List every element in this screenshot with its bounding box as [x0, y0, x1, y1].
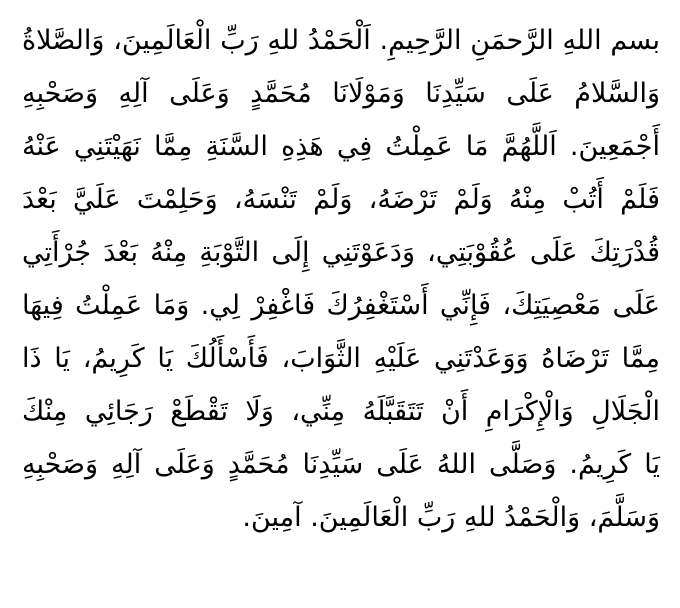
text-line-8: الْجَلَالِ وَالْإِكْرَامِ أَنْ تَتَقَبَّلَهُ مِنِّي، وَلَا تَقْطَعْ رَجَائِي مِنْكَ [22, 396, 660, 427]
text-line-3: أَجْمَعِينَ. اَللَّهُمَّ مَا عَمِلْتُ فِي هَذِهِ السَّنَةِ مِمَّا نَهَيْتَنِي عَنْهُ [22, 131, 660, 162]
text-line-1: بسم اللهِ الرَّحمَنِ الرَّحِيمِ. اَلْحَمْدُ للهِ رَبِّ الْعَالَمِينَ، وَالصَّلاةُ [22, 25, 660, 56]
text-line-10: وَسَلَّمَ، وَالْحَمْدُ للهِ رَبِّ الْعَالَمِينَ. آمِينَ. [242, 502, 660, 533]
text-line-6: عَلَى مَعْصِيَتِكَ، فَإِنِّي أَسْتَغْفِرُكَ فَاغْفِرْ لِي. وَمَا عَمِلْتُ فِيهَا [22, 290, 660, 321]
text-line-7: مِمَّا تَرْضَاهُ وَوَعَدْتَنِي عَلَيْهِ الثَّوَابَ، فَأَسْأَلُكَ يَا كَرِيمُ، يَا ذَا [22, 343, 660, 374]
text-line-9: يَا كَرِيمُ. وَصَلَّى اللهُ عَلَى سَيِّدِنَا مُحَمَّدٍ وَعَلَى آلِهِ وَصَحْبِهِ [22, 449, 660, 480]
prayer-text [22, 14, 660, 544]
text-line-2: وَالسَّلامُ عَلَى سَيِّدِنَا وَمَوْلَانَا مُحَمَّدٍ وَعَلَى آلِهِ وَصَحْبِهِ [22, 78, 660, 109]
text-line-5: قُدْرَتِكَ عَلَى عُقُوْبَتِي، وَدَعَوْتَنِي إِلَى التَّوْبَةِ مِنْهُ بَعْدَ جُرْأَتِي [22, 237, 660, 268]
text-line-4: فَلَمْ أَتُبْ مِنْهُ وَلَمْ تَرْضَهُ، وَلَمْ تَنْسَهُ، وَحَلِمْتَ عَلَيَّ بَعْدَ [22, 184, 660, 215]
